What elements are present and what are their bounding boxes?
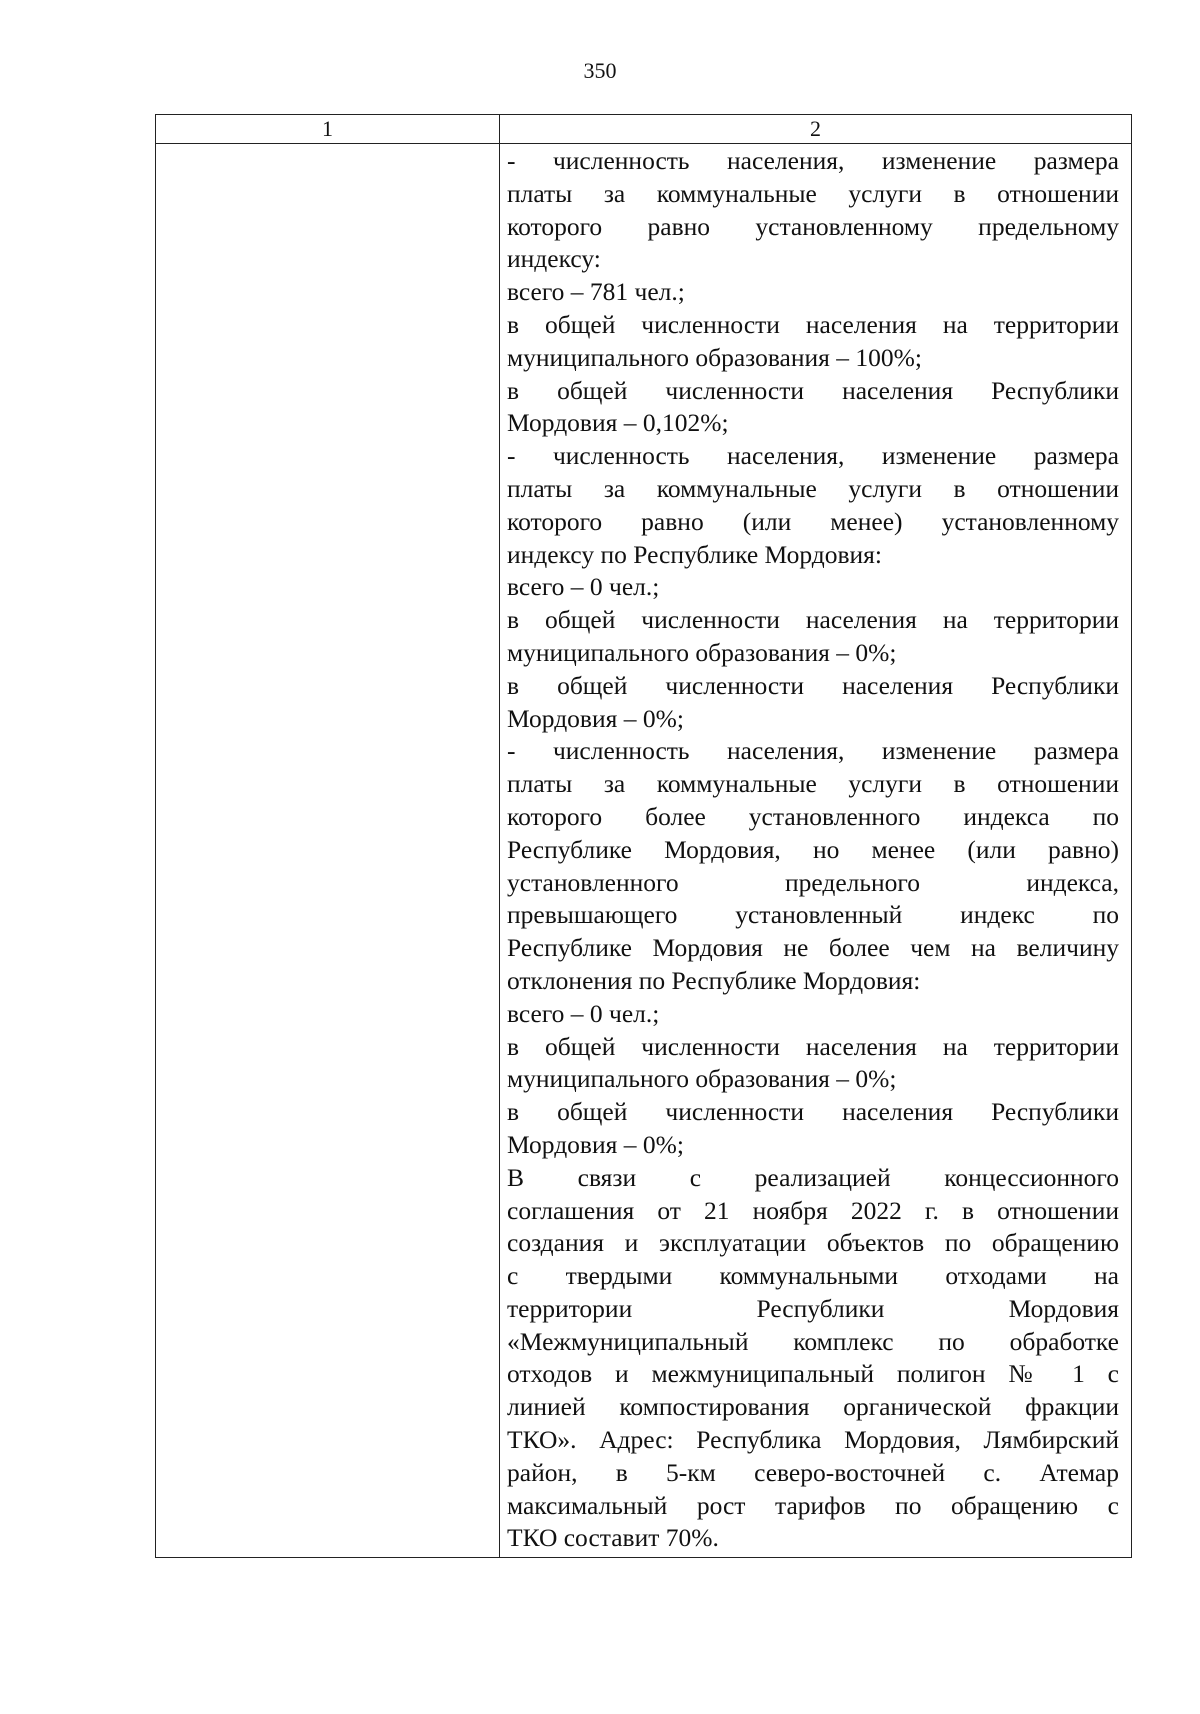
text-line: в общей численности населения на территории (507, 1031, 1119, 1061)
text-line: в общей численности населения Республики (507, 1097, 1119, 1127)
column-header-1: 1 (322, 116, 333, 141)
text-line: индексу по Республике Мордовия: (507, 539, 882, 569)
text-line: - численность населения, изменение размера (507, 146, 1119, 175)
text-line: в общей численности населения на территории (507, 309, 1119, 339)
text-line: ТКО». Адрес: Республика Мордовия, Лямбирский (507, 1425, 1119, 1455)
text-line: создания и эксплуатации объектов по обращению (507, 1228, 1119, 1258)
text-line: всего – 0 чел.; (507, 998, 660, 1028)
text-line: ТКО составит 70%. (507, 1523, 719, 1553)
text-line: всего – 781 чел.; (507, 277, 685, 307)
text-line: муниципального образования – 0%; (507, 637, 897, 667)
text-line: район, в 5-км северо-восточней с. Атемар (507, 1457, 1119, 1487)
text-line: платы за коммунальные услуги в отношении (507, 473, 1119, 503)
text-line: которого более установленного индекса по (507, 801, 1119, 831)
text-line: линией компостирования органической фракции (507, 1392, 1119, 1422)
text-line: - численность населения, изменение размера (507, 736, 1119, 766)
text-line: всего – 0 чел.; (507, 572, 660, 602)
text-line: превышающего установленный индекс по (507, 900, 1119, 930)
text-line: отходов и межмуниципальный полигон № 1 с (507, 1359, 1119, 1389)
text-line: отклонения по Республике Мордовия: (507, 965, 921, 995)
text-line: Мордовия – 0%; (507, 1129, 684, 1159)
document-table (155, 114, 1132, 1558)
text-line: в общей численности населения Республики (507, 375, 1119, 405)
text-line: Республике Мордовия, но менее (или равно) (507, 834, 1119, 864)
page-number: 350 (583, 58, 617, 83)
text-line: платы за коммунальные услуги в отношении (507, 178, 1119, 208)
text-line: муниципального образования – 100%; (507, 342, 922, 372)
text-line: Мордовия – 0,102%; (507, 408, 729, 438)
text-line: платы за коммунальные услуги в отношении (507, 769, 1119, 799)
text-line: - численность населения, изменение размера (507, 441, 1119, 471)
text-line: В связи с реализацией концессионного (507, 1162, 1119, 1192)
text-line: с твердыми коммунальными отходами на (507, 1261, 1119, 1291)
text-line: которого равно (или менее) установленному (507, 506, 1119, 536)
text-line: «Межмуниципальный комплекс по обработке (507, 1326, 1119, 1356)
text-line: соглашения от 21 ноября 2022 г. в отношении (507, 1195, 1119, 1225)
text-line: Республике Мордовия не более чем на величину (507, 933, 1119, 963)
column-divider (499, 115, 500, 1557)
text-line: установленного предельного индекса, (507, 867, 1119, 897)
column-header-2: 2 (810, 116, 821, 141)
text-line: индексу: (507, 244, 601, 274)
table-header-row (156, 115, 1131, 144)
text-line: Мордовия – 0%; (507, 703, 684, 733)
text-line: максимальный рост тарифов по обращению с (507, 1490, 1119, 1520)
table-cell-column-2 (507, 145, 1119, 1555)
text-line: в общей численности населения на территории (507, 605, 1119, 635)
text-line: территории Республики Мордовия (507, 1293, 1119, 1323)
text-line: в общей численности населения Республики (507, 670, 1119, 700)
text-line: которого равно установленному предельному (507, 211, 1119, 241)
text-line: муниципального образования – 0%; (507, 1064, 897, 1094)
